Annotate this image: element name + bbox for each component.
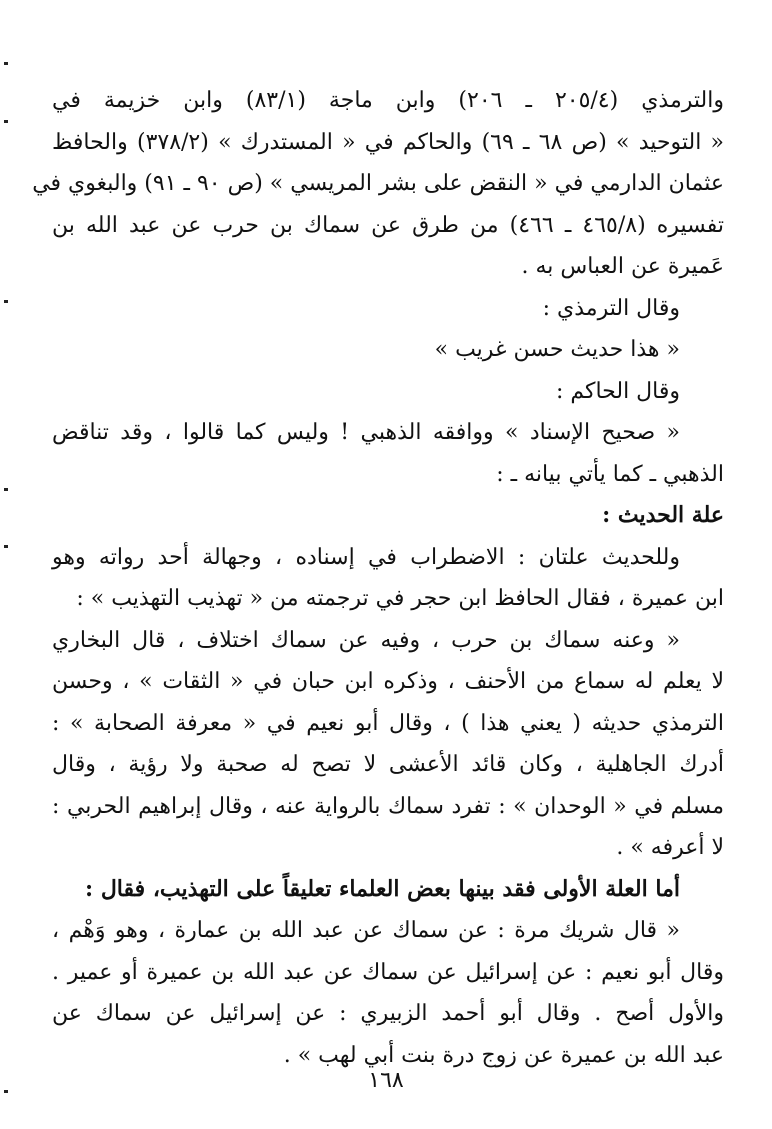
- text-line: الذهبي ـ كما يأتي بيانه ـ :: [496, 461, 724, 487]
- text-line: مسلم في « الوحدان » : تفرد سماك بالرواية عنه ، وقال إبراهيم الحربي :: [52, 793, 724, 819]
- text-line: عبد الله بن عميرة عن زوج درة بنت أبي لهب » .: [283, 1042, 724, 1068]
- section-heading: علة الحديث :: [602, 502, 724, 528]
- text-line: ابن عميرة ، فقال الحافظ ابن حجر في ترجمته من « تهذيب التهذيب » :: [76, 586, 724, 611]
- text-line: عَميرة عن العباس به .: [521, 254, 724, 279]
- text-line: « وعنه سماك بن حرب ، وفيه عن سماك اختلاف ، قال البخاري: [52, 627, 680, 653]
- scan-mark: [4, 300, 8, 303]
- text-line: أدرك الجاهلية ، وكان قائد الأعشى لا تصح له صحبة ولا رؤية ، وقال: [52, 752, 724, 777]
- text-line: والترمذي (٢٠٥/٤ ـ ٢٠٦) وابن ماجة (٨٣/١) وابن خزيمة في: [52, 88, 724, 113]
- scan-mark: [4, 62, 8, 65]
- text-line: وقال أبو نعيم : عن إسرائيل عن سماك عن عبد الله بن عميرة أو عمير .: [52, 959, 724, 985]
- text-line: عثمان الدارمي في « النقض على بشر المريسي » (ص ٩٠ ـ ٩١) والبغوي في: [32, 171, 724, 196]
- scan-mark: [4, 545, 8, 548]
- text-line: والأول أصح . وقال أبو أحمد الزبيري : عن إسرائيل عن سماك عن: [52, 1001, 724, 1026]
- scan-mark: [4, 120, 8, 123]
- text-line: وللحديث علتان : الاضطراب في إسناده ، وجهالة أحد رواته وهو: [52, 544, 680, 570]
- text-line: وقال الحاكم :: [555, 378, 680, 404]
- scan-mark: [4, 488, 8, 491]
- text-line: لا أعرفه » .: [616, 835, 724, 860]
- text-line: الترمذي حديثه ( يعني هذا ) ، وقال أبو نعيم في « معرفة الصحابة » :: [52, 710, 724, 736]
- text-line: « هذا حديث حسن غريب »: [434, 337, 680, 362]
- page-number: ١٦٨: [368, 1068, 404, 1093]
- body-text: [32, 80, 724, 1076]
- text-line: وقال الترمذي :: [542, 295, 680, 321]
- text-line: « قال شريك مرة : عن سماك عن عبد الله بن عمارة ، وهو وَهْم ،: [52, 918, 680, 943]
- text-line: لا يعلم له سماع من الأحنف ، وذكره ابن حبان في « الثقات » ، وحسن: [52, 669, 724, 694]
- text-line: تفسيره (٤٦٥/٨ ـ ٤٦٦) من طرق عن سماك بن حرب عن عبد الله بن: [52, 212, 724, 238]
- text-line-bold: أما العلة الأولى فقد بينها بعض العلماء تعليقاً على التهذيب، فقال :: [85, 875, 680, 902]
- text-line: « التوحيد » (ص ٦٨ ـ ٦٩) والحاكم في « المستدرك » (٣٧٨/٢) والحافظ: [52, 129, 724, 155]
- text-line: « صحيح الإسناد » ووافقه الذهبي ! وليس كما قالوا ، وقد تناقض: [52, 420, 680, 445]
